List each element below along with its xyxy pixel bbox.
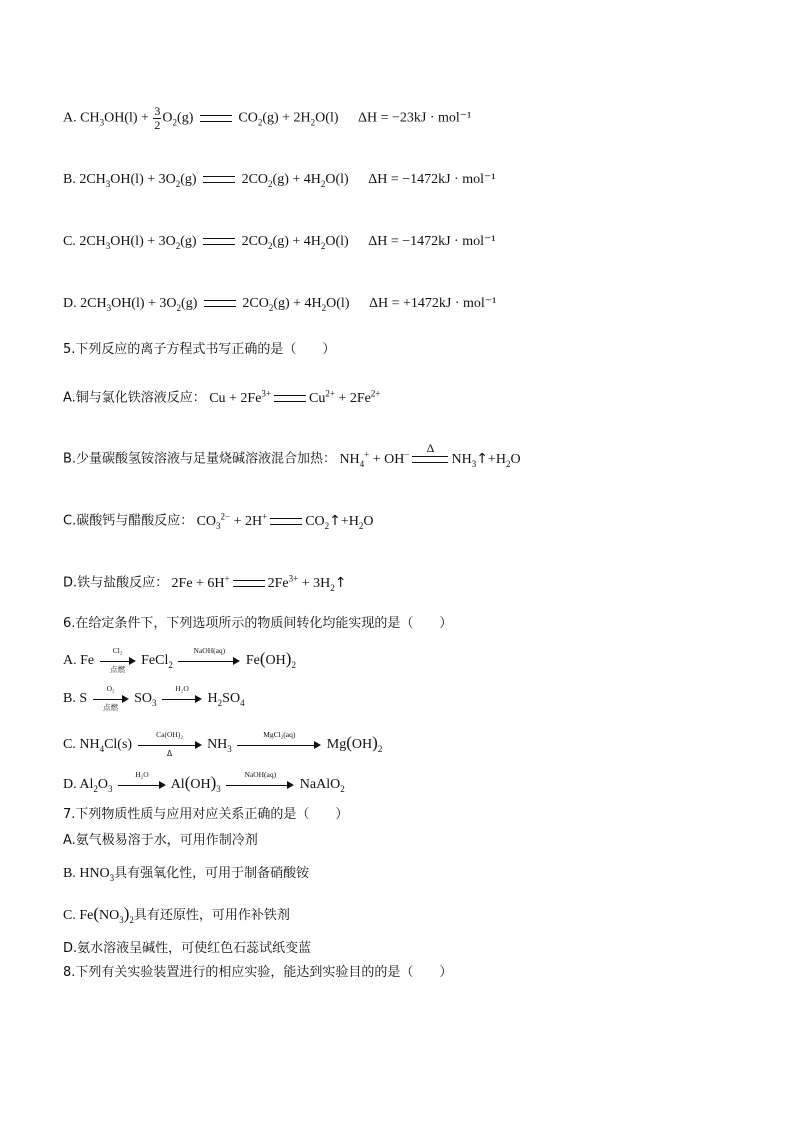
equals-sign (270, 518, 302, 525)
reaction-arrow (93, 683, 129, 712)
reaction-arrow (237, 729, 321, 750)
equals-sign (203, 238, 235, 245)
q7-stem: 7.下列物质性质与应用对应关系正确的是（ ） (63, 807, 349, 822)
q7-option-a: A.氨气极易溶于水，可用作制冷剂 (63, 833, 258, 848)
arrow-reagent: NaOH(aq) (244, 769, 277, 779)
option-label: B. (63, 172, 76, 187)
equals-sign (200, 115, 232, 122)
equals-sign (204, 300, 236, 307)
q4-option-a: A. $CH_3OH(l)$ + $\frac{3}{2}$ $O_2(g) CO_2(g) + 2H_2O(l) \Delta H = -23kJ \cdot mol^{-1}$ (63, 104, 472, 132)
arrow-condition: 点燃 (103, 702, 119, 712)
reaction-arrow (138, 729, 202, 758)
enthalpy-value: ΔH = −1472kJ · mol⁻¹ (368, 234, 496, 249)
equals-sign (274, 395, 306, 402)
q6-option-a: A. Fe Cl₂ 点燃 FeCl$_2$ NaOH(aq) $Fe(OH)_2$ (63, 645, 296, 674)
q7-option-c: C. $Fe(NO_3)_2$具有还原性，可用作补铁剂 (63, 904, 290, 925)
q6-stem: 6.在给定条件下，下列选项所示的物质间转化均能实现的是（ ） (63, 616, 453, 631)
equals-sign-heat: Δ (412, 456, 448, 463)
q6-option-c: C. $NH_4Cl(s)$ $\frac{\text{Ca(OH)₂}}{\Delta}$ $NH_3$ MgCl₂(aq) $Mg(OH)_2$ (63, 729, 383, 758)
option-label: C. (63, 234, 76, 249)
q8-stem: 8.下列有关实验装置进行的相应实验，能达到实验目的的是（ ） (63, 965, 453, 980)
q7-option-d: D.氨水溶液呈碱性，可使红色石蕊试纸变蓝 (63, 941, 312, 956)
fraction-3-2: $\frac{3}{2}$ (154, 104, 161, 132)
option-text: 具有强氧化性，可用于制备硝酸铵 (114, 866, 310, 881)
q5-option-b: B.少量碳酸氢铵溶液与足量烧碱溶液混合加热： $NH_4^+ + OH^-$ Δ $NH_3↑+H_2O$ (63, 440, 521, 469)
option-text: 具有还原性，可用作补铁剂 (133, 908, 290, 923)
enthalpy-value: ΔH = +1472kJ · mol⁻¹ (368, 296, 497, 311)
arrow-reagent: H₂O (135, 769, 149, 779)
arrow-reagent: Ca(OH)₂ (156, 729, 183, 739)
reaction-arrow (118, 769, 166, 790)
q7-option-b: B. $HNO_3$具有强氧化性，可用于制备硝酸铵 (63, 866, 310, 883)
option-text: B.少量碳酸氢铵溶液与足量烧碱溶液混合加热： (63, 451, 337, 467)
arrow-reagent: O₂ (106, 683, 115, 693)
option-text: A.铜与氯化铁溶液反应： (63, 390, 206, 406)
q6-option-b: B. S O₂ 点燃 $SO_3$ H₂O $H_2SO_4$ (63, 683, 245, 712)
reaction-arrow (162, 683, 202, 704)
reaction-arrow (100, 645, 136, 674)
reaction-arrow (226, 769, 294, 790)
arrow-reagent: MgCl₂(aq) (263, 729, 296, 739)
q4-option-d: D. $2CH_3OH(l) + 3O_2(g) 2CO_2(g) + 4H_2O(l) \Delta H = +1472kJ \cdot mol^{-1}$ (63, 296, 497, 313)
option-text: D.铁与盐酸反应： (63, 575, 169, 591)
q5-option-c: C.碳酸钙与醋酸反应： $CO_3^{2-} + 2H^+$ $CO_2↑+H_2O$ (63, 511, 374, 531)
q6-option-d: D. $Al_2O_3$ H₂O $Al(OH)_3$ NaOH(aq) NaAlO$_2$ (63, 769, 345, 794)
enthalpy-value: ΔH = −1472kJ · mol⁻¹ (368, 172, 496, 187)
arrow-condition: 点燃 (110, 664, 126, 674)
q5-option-d: D.铁与盐酸反应： 2Fe + 6H+ $2Fe^{3+}$ + $3H_2↑$ (63, 573, 347, 593)
option-text: C.碳酸钙与醋酸反应： (63, 513, 194, 529)
arrow-reagent: NaOH(aq) (193, 645, 226, 655)
reaction-arrow (178, 645, 240, 666)
q5-option-a: A.铜与氯化铁溶液反应： $Cu + 2Fe^{3+}$ $Cu^{2+} + 2Fe^{2+}$ (63, 388, 381, 406)
option-label: D. (63, 296, 77, 311)
q4-option-c: C. $2CH_3OH(l) + 3O_2(g) 2CO_2(g) + 4H_2O(l) \Delta H = -1472kJ \cdot mol^{-1}$ (63, 234, 496, 251)
equals-sign (203, 176, 235, 183)
enthalpy-value: ΔH = −23kJ · mol⁻¹ (358, 110, 472, 126)
arrow-reagent: H₂O (175, 683, 189, 693)
option-label: A. (63, 110, 77, 126)
equals-sign (233, 580, 265, 587)
q4-option-b: B. $2CH_3OH(l) + 3O_2(g) 2CO_2(g) + 4H_2O(l) \Delta H = -1472kJ \cdot mol^{-1}$ (63, 172, 496, 189)
arrow-reagent: Cl₂ (112, 645, 123, 655)
arrow-condition: Δ (166, 748, 173, 758)
q5-stem: 5.下列反应的离子方程式书写正确的是（ ） (63, 342, 336, 357)
